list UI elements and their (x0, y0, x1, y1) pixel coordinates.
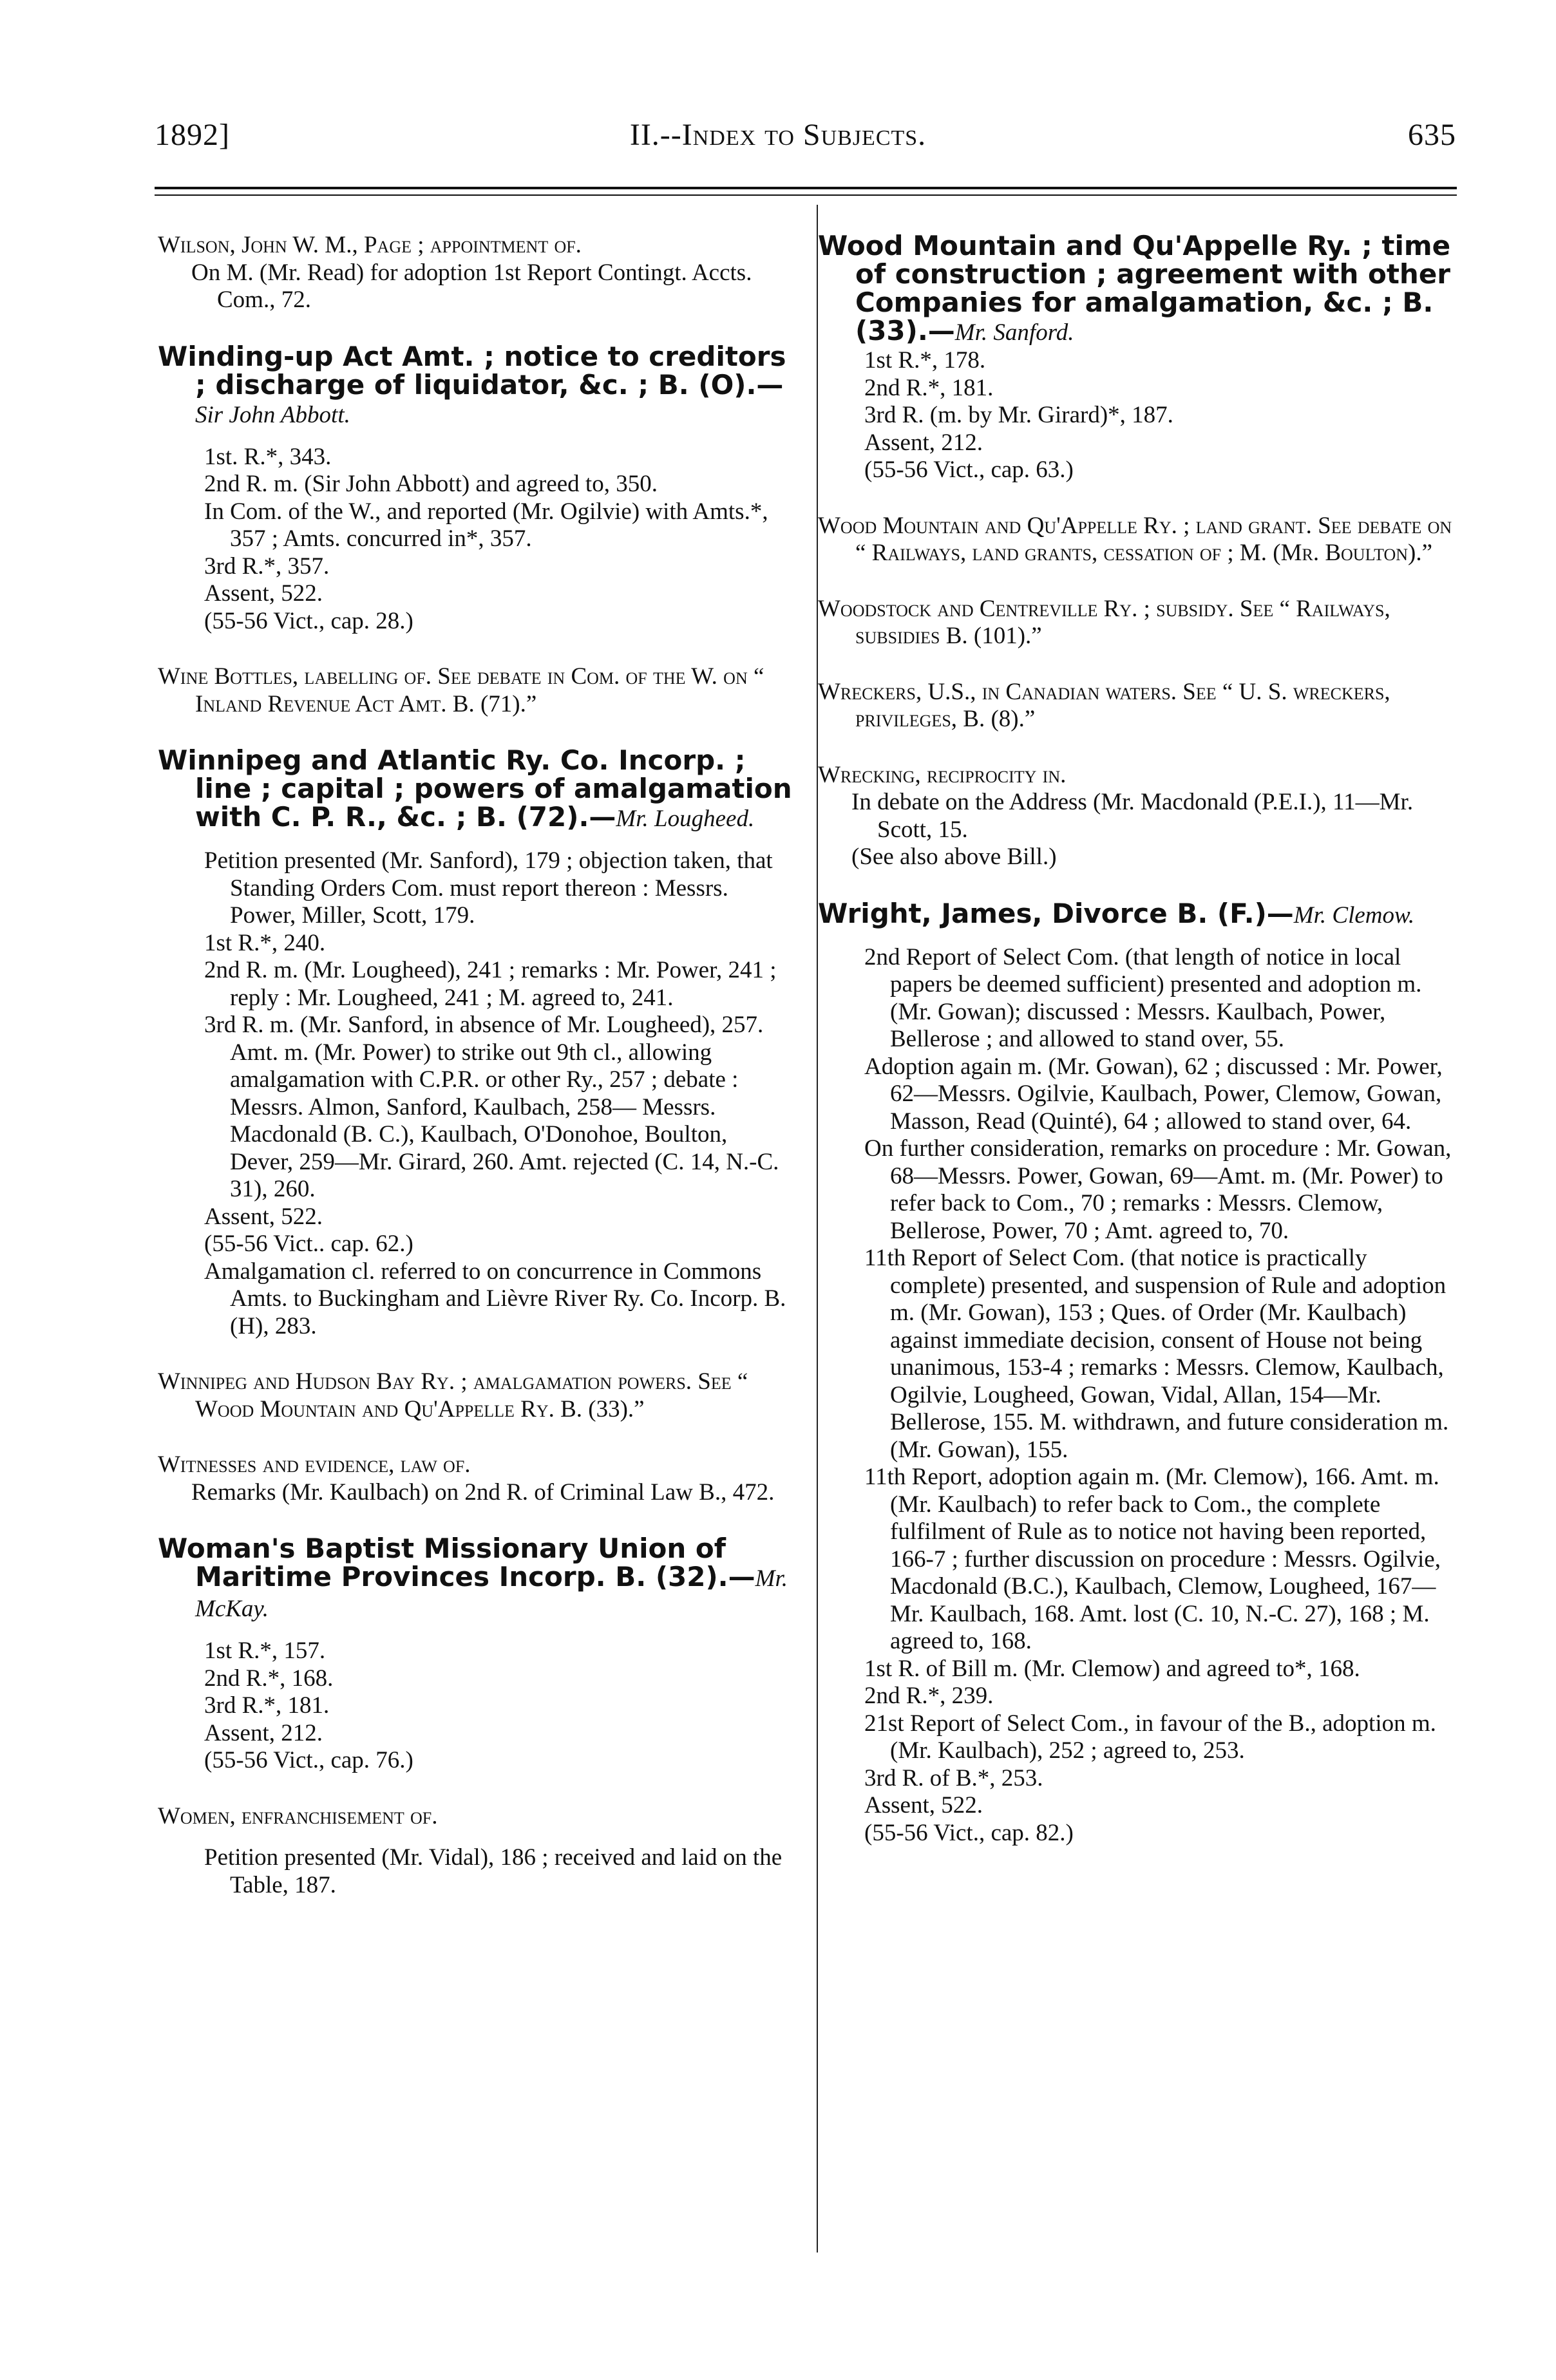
entry-line: (55-56 Vict.. cap. 62.) (204, 1231, 413, 1257)
entry-line: 2nd R. m. (Sir John Abbott) and agreed to, 350. (204, 471, 658, 497)
index-entry (158, 746, 792, 1340)
entry-line: Petition presented (Mr. Sanford), 179 ; objection taken, that Standing Orders Com. must report thereon : Messrs. Power, Miller, Scott, 179. (204, 847, 773, 929)
entry-line: Assent, 522. (864, 1792, 983, 1818)
entry-heading: Winnipeg and Atlantic Ry. Co. Incorp. ; line ; capital ; powers of amalgamation with C. P. R., &c. ; B. (72).—Mr. Lougheed. (158, 744, 792, 833)
entry-line: Remarks (Mr. Kaulbach) on 2nd R. of Criminal Law B., 472. (191, 1478, 775, 1506)
entry-line: 3rd R.*, 357. (204, 552, 330, 580)
entry-line: 2nd R.*, 239. (864, 1683, 994, 1709)
entry-line: Assent, 212. (204, 1719, 323, 1746)
index-entry (158, 663, 792, 718)
entry-line: 1st R.*, 240. (204, 929, 326, 956)
entry-line: Amalgamation cl. referred to on concurrence in Commons Amts. to Buckingham and Lièvre River Ry. Co. Incorp. B. (H), 283. (204, 1258, 786, 1339)
entry-line: 3rd R.*, 181. (204, 1692, 330, 1719)
index-entry (818, 762, 1462, 871)
entry-line: On further consideration, remarks on procedure : Mr. Gowan, 68—Messrs. Power, Gowan, 69—Amt. m. (Mr. Power) to refer back to Com., 70 ; remarks : Messrs. Clemow, Bellerose, Power, 70 ; Amt. agreed to, 70. (864, 1135, 1452, 1244)
page-header (0, 0, 1556, 187)
header-rule-thick (155, 187, 1457, 189)
index-entry (158, 1803, 792, 1900)
index-entry (158, 232, 792, 314)
entry-heading: Woman's Baptist Missionary Union of Maritime Provinces Incorp. B. (32).—Mr. McKay. (158, 1533, 788, 1622)
entry-line: On M. (Mr. Read) for adoption 1st Report Contingt. Accts. Com., 72. (191, 259, 752, 313)
header-title: II.--Index to Subjects. (629, 118, 927, 152)
entry-heading: Witnesses and evidence, law of. (158, 1451, 471, 1478)
entry-line: Adoption again m. (Mr. Gowan), 62 ; discussed : Mr. Power, 62—Messrs. Ogilvie, Kaulbach, Power, Clemow, Gowan, Masson, Read (Quinté), 64 ; allowed to stand over, 64. (864, 1053, 1443, 1135)
entry-line: 2nd Report of Select Com. (that length of notice in local papers be deemed sufficient) presented and adoption m. (Mr. Gowan); discussed : Messrs. Kaulbach, Power, Bellerose ; and allowed to stand over, 55. (864, 943, 1422, 1052)
entry-line: 1st R. of Bill m. (Mr. Clemow) and agreed to*, 168. (864, 1655, 1360, 1682)
entry-mover: Mr. McKay. (195, 1565, 788, 1622)
entry-line: 21st Report of Select Com., in favour of the B., adoption m. (Mr. Kaulbach), 252 ; agreed to, 253. (864, 1710, 1436, 1764)
entry-heading: Wine Bottles, labelling of. See debate in Com. of the W. on “ Inland Revenue Act Amt. B. (71).” (158, 663, 764, 717)
entry-line: Assent, 522. (204, 580, 323, 607)
entry-line: (See also above Bill.) (851, 844, 1057, 870)
entry-mover: Mr. Sanford. (954, 319, 1074, 346)
entry-line: (55-56 Vict., cap. 82.) (864, 1819, 1074, 1846)
entry-heading: Winding-up Act Amt. ; notice to creditors ; discharge of liquidator, &c. ; B. (O).—Sir John Abbott. (158, 340, 786, 428)
index-entry (158, 1368, 792, 1423)
entry-line: 3rd R. of B.*, 253. (864, 1764, 1043, 1791)
entry-line: 1st. R.*, 343. (204, 443, 332, 470)
index-entry (818, 232, 1462, 484)
index-entry (818, 596, 1462, 650)
entry-line: 3rd R. (m. by Mr. Girard)*, 187. (864, 402, 1173, 428)
entry-line: (55-56 Vict., cap. 28.) (204, 607, 413, 634)
entry-heading: Winnipeg and Hudson Bay Ry. ; amalgamation powers. See “ Wood Mountain and Qu'Appelle Ry. B. (33).” (158, 1368, 748, 1422)
entry-line: (55-56 Vict., cap. 76.) (204, 1747, 413, 1773)
entry-line: 2nd R.*, 168. (204, 1665, 334, 1692)
entry-line: 1st R.*, 157. (204, 1638, 326, 1664)
index-entry (818, 679, 1462, 733)
header-page-number: 635 (1408, 118, 1456, 152)
entry-heading: Wilson, John W. M., Page ; appointment of. (158, 232, 582, 258)
entry-line: (55-56 Vict., cap. 63.) (864, 457, 1074, 483)
entry-heading: Wreckers, U.S., in Canadian waters. See “ U. S. wreckers, privileges, B. (8).” (818, 678, 1390, 732)
entry-heading: Wood Mountain and Qu'Appelle Ry. ; time of construction ; agreement with other Companies for amalgamation, &c. ; B. (33).—Mr. Sanford. (818, 230, 1451, 346)
entry-mover: Mr. Lougheed. (616, 806, 755, 832)
entry-mover: Sir John Abbott. (195, 401, 350, 428)
entry-line: 11th Report, adoption again m. (Mr. Clemow), 166. Amt. m. (Mr. Kaulbach) to refer back to Com., the complete fulfilment of Rule as to notice not having been reported, 166-7 ; further discussion on procedure : Messrs. Ogilvie, Macdonald (B.C.), Kaulbach, Clemow, Lougheed, 167—Mr. Kaulbach, 168. Amt. lost (C. 10, N.-C. 27), 168 ; M. agreed to, 168. (864, 1464, 1441, 1654)
index-entry (158, 1451, 792, 1506)
entry-heading: Wrecking, reciprocity in. (818, 761, 1067, 788)
entry-heading: Woodstock and Centreville Ry. ; subsidy. See “ Railways, subsidies B. (101).” (818, 595, 1390, 649)
entry-heading: Wood Mountain and Qu'Appelle Ry. ; land grant. See debate on “ Railways, land grants, cessation of ; M. (Mr. Boulton).” (818, 512, 1452, 566)
entry-line: Assent, 212. (864, 429, 983, 456)
entry-heading: Women, enfranchisement of. (158, 1802, 438, 1829)
right-column (818, 232, 1462, 1875)
index-entry (158, 340, 792, 636)
entry-heading: Wright, James, Divorce B. (F.)—Mr. Clemow. (818, 897, 1415, 929)
header-year: 1892] (155, 118, 230, 152)
entry-line: Assent, 522. (204, 1203, 323, 1230)
left-column (158, 232, 792, 1927)
entry-line: In debate on the Address (Mr. Macdonald (P.E.I.), 11—Mr. Scott, 15. (851, 789, 1414, 843)
entry-line: 1st R.*, 178. (864, 347, 986, 373)
entry-line: Petition presented (Mr. Vidal), 186 ; received and laid on the Table, 187. (204, 1844, 783, 1898)
entry-line: 2nd R.*, 181. (864, 374, 994, 401)
index-entry (818, 513, 1462, 567)
entry-line: In Com. of the W., and reported (Mr. Ogilvie) with Amts.*, 357 ; Amts. concurred in*, 357. (204, 498, 768, 552)
index-entry (818, 897, 1462, 1847)
header-rule-thin (155, 194, 1457, 196)
entry-line: 11th Report of Select Com. (that notice is practically complete) presented, and suspension of Rule and adoption m. (Mr. Gowan), 153 ; Ques. of Order (Mr. Kaulbach) against immediate decision, consent of House not being unanimous, 153-4 ; remarks : Messrs. Clemow, Kaulbach, Ogilvie, Lougheed, Gowan, Vidal, Allan, 154—Mr. Bellerose, 155. M. withdrawn, and future consideration m. (Mr. Gowan), 155. (864, 1245, 1449, 1463)
entry-line: 2nd R. m. (Mr. Lougheed), 241 ; remarks : Mr. Power, 241 ; reply : Mr. Lougheed, 241 ; M. agreed to, 241. (204, 957, 777, 1011)
entry-line: 3rd R. m. (Mr. Sanford, in absence of Mr. Lougheed), 257. Amt. m. (Mr. Power) to strike out 9th cl., allowing amalgamation with C.P.R. or other Ry., 257 ; debate : Messrs. Almon, Sanford, Kaulbach, 258— Messrs. Macdonald (B. C.), Kaulbach, O'Donohoe, Boulton, Dever, 259—Mr. Girard, 260. Amt. rejected (C. 14, N.-C. 31), 260. (204, 1012, 779, 1202)
index-entry (158, 1535, 792, 1775)
entry-mover: Mr. Clemow. (1293, 902, 1415, 929)
